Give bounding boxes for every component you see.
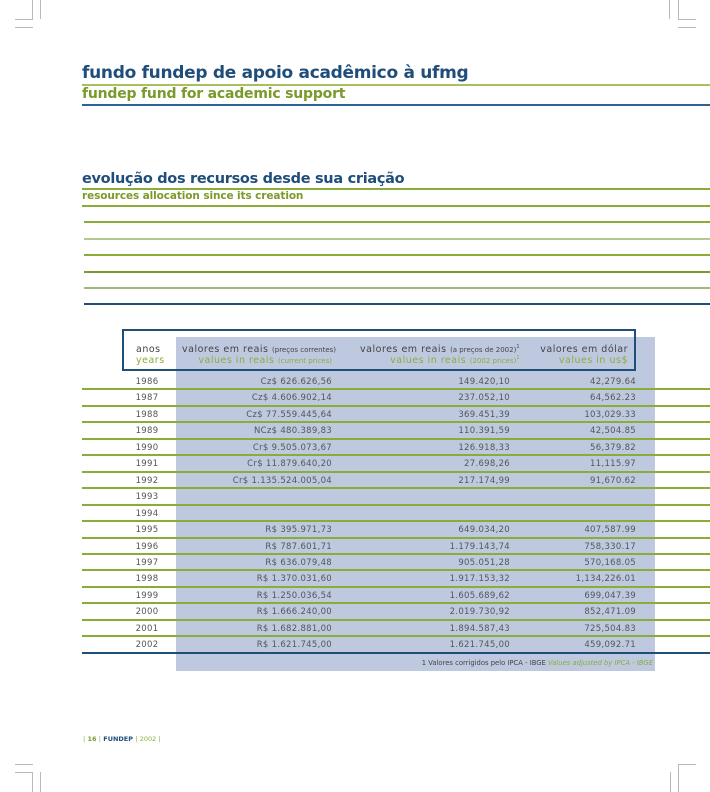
blank-line-navy [84, 303, 710, 305]
header-current-pt: valores em reais [182, 344, 269, 355]
cell-constant-reais: 149.420,10 [458, 377, 510, 387]
crop-mark-bottom-left [32, 772, 33, 792]
cell-current-reais: R$ 395.971,73 [265, 525, 332, 536]
header-current-en-note: (current prices) [277, 357, 332, 365]
folio-org: FUNDEP [103, 735, 134, 743]
cell-year: 1990 [135, 442, 159, 453]
cell-current-reais: R$ 787.601,71 [265, 541, 332, 552]
cell-year: 1999 [135, 590, 159, 601]
cell-constant-reais: 369.451,39 [458, 409, 510, 420]
cell-year: 1997 [135, 557, 159, 568]
cell-constant-reais: 27.698,26 [464, 459, 510, 470]
table-row [82, 636, 710, 652]
header-current [182, 344, 337, 366]
table-row [82, 406, 710, 422]
table-row [82, 422, 710, 438]
cell-year: 1996 [135, 541, 159, 552]
cell-usd: 103,029.33 [584, 409, 636, 420]
folio-page-number: 16 [87, 735, 97, 743]
cell-constant-reais: 649.034,20 [458, 525, 510, 536]
crop-mark-bottom-left [40, 772, 41, 792]
header-current-pt-note: (preços correntes) [272, 346, 337, 354]
table-row [82, 620, 710, 636]
table-row [82, 373, 710, 389]
table-row [82, 570, 710, 586]
header-usd-pt: valores em dólar [540, 344, 628, 355]
cell-current-reais: Cr$ 1.135.524.005,04 [232, 475, 332, 486]
table-row [82, 603, 710, 619]
folio-separator: | [83, 735, 86, 743]
cell-usd: 725,504.83 [584, 623, 636, 634]
crop-mark-top-left [32, 0, 33, 19]
table-row [82, 505, 710, 521]
cell-constant-reais: 905.051,28 [458, 557, 510, 568]
blank-line [84, 271, 710, 273]
header-years-pt: anos [136, 344, 161, 355]
cell-year: 1986 [135, 377, 159, 387]
cell-year: 1994 [135, 508, 159, 519]
cell-current-reais: Cz$ 77.559.445,64 [246, 409, 332, 420]
cell-year: 2000 [135, 607, 159, 618]
cell-constant-reais: 217.174,99 [458, 475, 510, 486]
blank-line [84, 238, 710, 240]
cell-usd: 758,330.17 [584, 541, 636, 552]
header-constant-en: values in reais [390, 355, 467, 367]
cell-year: 1993 [135, 492, 159, 503]
cell-year: 1995 [135, 525, 159, 536]
table-row [82, 554, 710, 570]
cell-current-reais: Cr$ 9.505.073,67 [252, 442, 332, 453]
table-row [82, 472, 710, 488]
cell-constant-reais: 126.918,33 [458, 442, 510, 453]
cell-constant-reais: 1.621.745,00 [449, 640, 510, 651]
section-subtitle: resources allocation since its creation [82, 190, 304, 202]
cell-current-reais: R$ 636.079,48 [265, 557, 332, 568]
crop-mark-top-right [669, 0, 670, 19]
header-years-en: years [136, 355, 165, 366]
crop-mark-bottom-left [15, 772, 33, 773]
cell-year: 1998 [135, 574, 159, 585]
header-constant-en-sup: 1 [516, 355, 520, 362]
crop-mark-top-left [15, 19, 33, 20]
cell-constant-reais: 1.605.689,62 [449, 590, 510, 601]
cell-year: 1992 [135, 475, 159, 486]
cell-usd: 56,379.82 [590, 442, 636, 453]
crop-mark-bottom-left [15, 764, 33, 765]
footnote-en: Values adjusted by IPCA - IBGE [548, 659, 653, 667]
cell-usd: 407,587.99 [584, 525, 636, 536]
header-years [136, 344, 165, 366]
table-row [82, 389, 710, 405]
title-rule-navy [82, 104, 710, 106]
header-constant [352, 344, 520, 366]
cell-usd: 459,092.71 [584, 640, 636, 651]
header-usd [530, 344, 628, 366]
blank-line [84, 221, 710, 223]
cell-current-reais: R$ 1.682.881,00 [256, 623, 332, 634]
cell-year: 1988 [135, 409, 159, 420]
section-rule [82, 205, 710, 207]
cell-current-reais: R$ 1.621.745,00 [256, 640, 332, 651]
cell-year: 1991 [135, 459, 159, 470]
footnote-pt: 1 Valores corrigidos pelo IPCA - IBGE [421, 659, 546, 667]
header-constant-pt-sup: 1 [516, 344, 520, 350]
header-usd-en: values in us$ [558, 355, 628, 366]
crop-mark-bottom-right [678, 764, 696, 765]
table-row [82, 439, 710, 455]
page-folio [83, 735, 161, 743]
cell-usd: 570,168.05 [584, 557, 636, 568]
header-constant-pt: valores em reais [360, 344, 447, 356]
crop-mark-top-right [678, 19, 696, 20]
table-row [82, 488, 710, 504]
cell-usd: 42,279.64 [590, 377, 636, 387]
table-row [82, 521, 710, 537]
table-row [82, 455, 710, 471]
cell-usd: 91,670.62 [590, 475, 636, 486]
crop-mark-bottom-right [670, 772, 671, 792]
crop-mark-top-left [40, 0, 41, 19]
table-bottom-rule [82, 652, 710, 654]
cell-year: 1989 [135, 426, 159, 437]
folio-separator: | [98, 735, 101, 743]
cell-usd: 64,562.23 [590, 393, 636, 404]
cell-year: 2002 [135, 640, 159, 651]
cell-constant-reais: 110.391,59 [458, 426, 510, 437]
header-constant-pt-note: (a preços de 2002) [450, 346, 517, 355]
page-title: fundo fundep de apoio acadêmico à ufmg [82, 63, 469, 83]
cell-year: 2001 [135, 623, 159, 634]
header-current-en: values in reais [198, 355, 275, 366]
cell-current-reais: Cr$ 11.879.640,20 [247, 459, 332, 470]
blank-line [84, 254, 710, 256]
cell-current-reais: NCz$ 480.389,83 [253, 426, 332, 437]
crop-mark-top-left [15, 27, 33, 28]
cell-current-reais: Cz$ 4.606.902,14 [251, 393, 332, 404]
cell-constant-reais: 2.019.730,92 [449, 607, 510, 618]
folio-separator: | [158, 735, 161, 743]
crop-mark-top-right [678, 0, 679, 19]
cell-constant-reais: 1.917.153,32 [449, 574, 510, 585]
table-row [82, 587, 710, 603]
cell-current-reais: R$ 1.666.240,00 [256, 607, 332, 618]
table-row [82, 538, 710, 554]
cell-year: 1987 [135, 393, 159, 404]
crop-mark-bottom-right [678, 764, 679, 792]
cell-usd: 11,115.97 [590, 459, 636, 470]
cell-current-reais: R$ 1.370.031,60 [256, 574, 332, 585]
cell-current-reais: R$ 1.250.036,54 [256, 590, 332, 601]
crop-mark-top-right [678, 27, 696, 28]
cell-constant-reais: 237.052,10 [458, 393, 510, 404]
footnote [422, 659, 653, 667]
blank-line [84, 287, 710, 289]
cell-constant-reais: 1.179.143,74 [449, 541, 510, 552]
cell-usd: 699,047.39 [584, 590, 636, 601]
cell-usd: 852,471.09 [584, 607, 636, 618]
section-title: evolução dos recursos desde sua criação [82, 171, 405, 187]
page-subtitle: fundep fund for academic support [82, 86, 346, 102]
folio-year: 2002 [139, 735, 157, 743]
cell-usd: 42,504.85 [590, 426, 636, 437]
folio-separator: | [135, 735, 138, 743]
cell-current-reais: Cz$ 626.626,56 [260, 377, 332, 387]
header-constant-en-note: (2002 prices) [469, 357, 517, 366]
cell-usd: 1,134,226.01 [575, 574, 636, 585]
cell-constant-reais: 1.894.587,43 [449, 623, 510, 634]
